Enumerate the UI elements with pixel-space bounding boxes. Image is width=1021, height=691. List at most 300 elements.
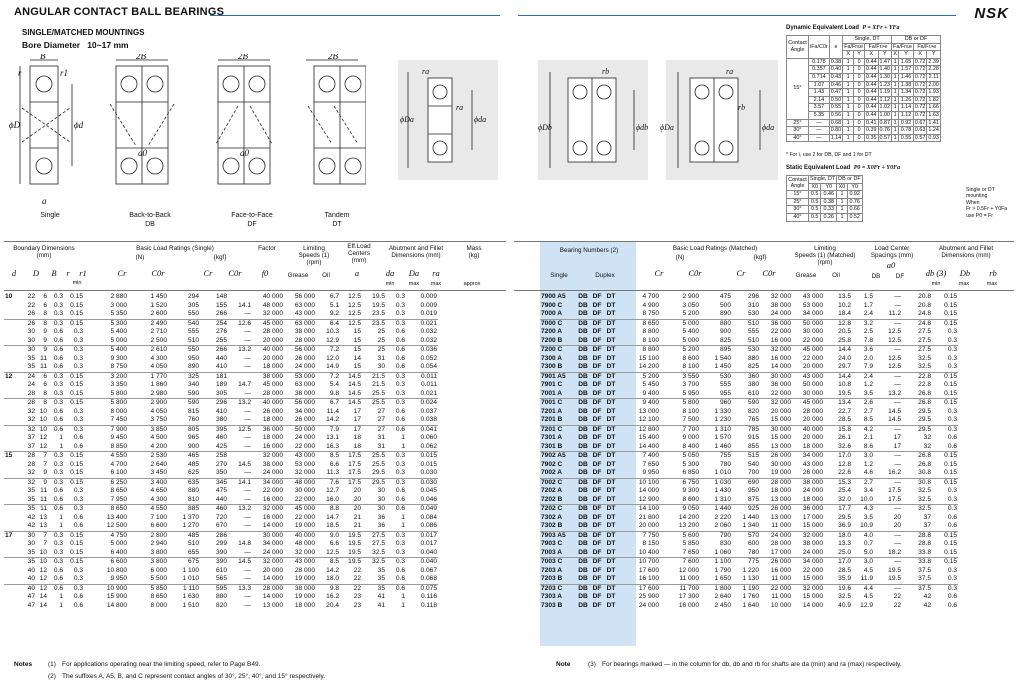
table-cell (4, 584, 20, 593)
table-cell: 0.009 (420, 301, 437, 309)
table-row (4, 390, 438, 399)
dyn-cell: 0 (854, 58, 865, 66)
table-cell: 18 000 (770, 487, 791, 494)
table-cell: 0.6 (53, 328, 63, 335)
table-cell: 258 (200, 452, 228, 461)
dyn-cell: 1.93 (928, 89, 939, 96)
static-cell: 0.5 (809, 206, 821, 214)
table-cell: 8 (43, 389, 47, 397)
table-cell: 2.7 (852, 478, 874, 487)
table-cell: 14 000 (262, 575, 283, 582)
table-cell: 30 000 (770, 460, 791, 468)
table-cell: 485 (168, 531, 200, 540)
table-cell: 20 000 (802, 416, 823, 423)
table-cell: 27.5 (918, 328, 931, 335)
table-cell: 12.5 (348, 301, 361, 309)
table-cell: 440 (215, 354, 227, 362)
dyn-cell: 40° (787, 134, 809, 142)
table-cell: 24 000 (802, 548, 823, 556)
dyn-cell: 0.47 (830, 89, 842, 96)
table-cell: — (874, 505, 902, 514)
table-cell: 20.5 (838, 328, 851, 335)
table-cell: 7201 C (540, 425, 576, 434)
table-cell: DB (578, 354, 588, 362)
dyn-cell: 25° (787, 119, 809, 127)
table-cell: 0.3 (73, 566, 83, 574)
table-cell: 5 850 (682, 540, 699, 547)
table-cell: 0.15 (64, 452, 84, 461)
table-cell: 7200 C (540, 346, 576, 355)
table-cell: 0.6 (386, 584, 406, 593)
table-cell: 0.3 (53, 293, 63, 300)
table-cell: 10 (39, 416, 47, 423)
table-cell: 3.0 (852, 452, 874, 461)
table-cell: 32 000 (770, 293, 791, 300)
dyn-cell: 0.39 (866, 127, 877, 134)
table-cell: 25.4 (838, 487, 851, 494)
table-cell: 45 000 (284, 505, 316, 514)
table-cell: 8 400 (682, 442, 699, 450)
dyn-cell: 0.44 (866, 58, 877, 65)
table-cell: — (874, 399, 902, 408)
svg-text:ϕdb: ϕdb (636, 123, 649, 132)
hdr-ra: ra (432, 268, 440, 278)
table-cell: DT (604, 425, 618, 434)
table-cell: DF (590, 584, 604, 593)
table-row (540, 443, 958, 452)
dyn-cell: 1.07 (809, 81, 830, 89)
table-cell: 4.4 (852, 584, 874, 593)
table-cell: DB (578, 328, 588, 335)
table-cell: 0.046 (420, 495, 437, 503)
table-cell: DT (606, 434, 616, 441)
table-cell: 12.7 (326, 487, 339, 494)
table-cell: 27 (377, 407, 385, 415)
table-cell: DT (606, 354, 616, 362)
table-cell: 7 650 (642, 460, 659, 468)
svg-text:B: B (40, 54, 46, 61)
table-cell: — (874, 584, 902, 593)
table-cell: 10.0 (860, 495, 873, 503)
table-cell: 42 (27, 513, 35, 521)
table-cell: DF (592, 389, 602, 397)
table-cell: 10 700 (618, 558, 660, 567)
hdr-min: min (72, 280, 82, 286)
dyn-cell: 1.34 (899, 89, 914, 97)
table-cell: 40 (27, 566, 35, 574)
table-cell: 22 (27, 293, 35, 300)
table-cell: 32.5 (838, 593, 851, 600)
table-cell: DB (576, 425, 590, 434)
table-cell: 460 (215, 434, 227, 441)
table-cell: 8 750 (642, 310, 659, 317)
dyn-cell: 0.55 (899, 134, 914, 142)
table-cell (4, 355, 20, 364)
table-cell: 18.2 (888, 548, 901, 556)
table-cell: 0.6 (73, 442, 83, 450)
table-cell: 9 400 (642, 389, 659, 397)
table-cell: 16 000 (770, 336, 791, 344)
rhdr-single: Single (550, 272, 568, 279)
table-cell: 1 790 (714, 566, 731, 574)
table-cell: 14.5 (348, 389, 361, 397)
dyn-cell: 0 (854, 73, 865, 81)
table-cell: 0.7 (863, 540, 873, 547)
dyn-cell: 0.63 (914, 127, 926, 134)
table-cell: 45 000 (792, 346, 824, 355)
table-cell: 7203 C (540, 584, 576, 593)
table-cell: 0.3 (395, 548, 405, 556)
table-cell: 20.4 (326, 601, 339, 609)
table-cell: 17.0 (824, 452, 852, 461)
table-cell: 1 (401, 434, 405, 441)
table-row (4, 443, 438, 452)
table-cell: 7 950 (110, 495, 127, 503)
table-cell: — (874, 372, 902, 381)
table-cell: DB (576, 478, 590, 487)
table-cell: DF (590, 452, 604, 461)
table-cell: 550 (168, 346, 200, 355)
dyn-cell: 1 (892, 119, 899, 127)
table-cell: 14 200 (638, 363, 659, 370)
table-cell: 10 (5, 293, 13, 300)
table-cell: 22 000 (802, 354, 823, 362)
table-cell: 17 600 (638, 566, 659, 574)
table-cell: 0.3 (947, 328, 957, 335)
table-cell: 12 800 (618, 425, 660, 434)
table-cell: 10.3 (326, 328, 339, 335)
table-cell: — (244, 593, 251, 600)
table-cell: 29.7 (838, 363, 851, 370)
table-cell: 24.8 (918, 310, 931, 317)
svg-text:a0: a0 (138, 148, 147, 158)
dyn-cell: 1.66 (928, 104, 939, 111)
table-cell: 24 (20, 372, 36, 381)
table-cell: 6 (43, 301, 47, 309)
table-cell: 30 (27, 336, 35, 344)
table-cell: 0.6 (53, 416, 63, 423)
table-cell: 17 000 (770, 548, 791, 556)
table-cell: 0.032 (420, 336, 437, 344)
table-cell: 0.011 (420, 381, 437, 388)
table-cell: 1 (59, 522, 63, 529)
table-cell: 8.6 (863, 442, 873, 450)
table-cell: — (244, 575, 251, 582)
table-cell: — (244, 522, 251, 529)
table-cell: 27 (362, 425, 386, 434)
table-cell: DT (606, 575, 616, 582)
table-cell: 1 310 (714, 495, 731, 503)
table-cell: 10.2 (838, 301, 851, 309)
table-cell: 23.5 (362, 319, 386, 328)
table-cell: 254 (200, 319, 228, 328)
table-cell: 15 (4, 452, 20, 461)
table-cell: 17.5 (340, 452, 362, 461)
table-cell: 21.5 (362, 372, 386, 381)
rhdr-max2: max (986, 281, 998, 287)
table-cell (4, 514, 20, 523)
rhdr-bearing: Bearing Numbers (2) (559, 247, 619, 254)
dyn-cell: 1.23 (879, 81, 891, 88)
table-row (4, 567, 438, 576)
table-cell: — (244, 601, 251, 609)
table-cell: DT (606, 328, 616, 335)
table-row (540, 408, 958, 417)
table-cell: 6 100 (110, 469, 127, 476)
table-cell: 32 000 (294, 548, 315, 556)
table-cell: — (244, 354, 251, 362)
table-cell: 5 800 (110, 389, 127, 397)
table-cell: 880 (700, 319, 732, 328)
table-cell: 0.6 (947, 522, 957, 529)
table-row (540, 452, 958, 461)
table-cell: 24 000 (294, 363, 315, 370)
table-cell: 25.5 (362, 399, 386, 408)
table-cell: 38 000 (792, 478, 824, 487)
table-cell: DF (592, 381, 602, 388)
table-row (540, 567, 958, 576)
table-cell: 7 900 (84, 425, 128, 434)
rhdr-db: DB (871, 273, 881, 280)
table-cell (4, 346, 20, 355)
table-cell: — (874, 319, 902, 328)
table-cell: DB (576, 346, 590, 355)
table-cell: 15 (353, 336, 361, 344)
table-cell: 32 (923, 442, 931, 450)
table-cell: 7 750 (618, 531, 660, 540)
hdr-limiting: Limiting Speeds (1) (rpm) (298, 245, 330, 267)
table-cell: DB (578, 389, 588, 397)
table-cell: 1 (401, 601, 405, 609)
dyn-hdr-le1: Fa/Fr≤e (844, 43, 864, 50)
table-cell: 0.3 (947, 566, 957, 574)
svg-text:a0: a0 (240, 148, 249, 158)
table-cell: 19 000 (294, 575, 315, 582)
table-cell: 590 (187, 389, 199, 397)
table-cell: 0.3 (386, 558, 406, 567)
table-cell: 22.7 (838, 407, 851, 415)
dyn-cell: 1 (892, 58, 899, 66)
table-cell: 2 880 (110, 293, 127, 300)
table-cell: 880 (187, 487, 199, 494)
table-cell: 22 000 (760, 584, 792, 593)
table-cell: 0.3 (386, 372, 406, 381)
table-cell: 17.5 (888, 495, 901, 503)
table-row (4, 416, 438, 425)
table-cell: 550 (187, 310, 199, 317)
note-3-mark: (3) (588, 661, 596, 668)
table-cell: 1 800 (700, 584, 732, 593)
table-cell: 4 900 (642, 301, 659, 309)
table-cell: 16.2 (888, 469, 901, 476)
table-cell: 17 600 (618, 584, 660, 593)
table-cell: DB (578, 495, 588, 503)
table-row (540, 293, 958, 302)
table-cell: 2 530 (128, 452, 168, 461)
table-cell: 18.0 (824, 531, 852, 540)
label-dt: Tandem (324, 212, 350, 219)
table-cell: 540 (168, 319, 200, 328)
static-cell: 1 (837, 213, 848, 221)
table-cell: 1 340 (742, 522, 759, 529)
table-row (540, 319, 958, 328)
table-cell: 8 800 (618, 346, 660, 355)
table-cell: 5 050 (660, 452, 700, 461)
table-cell: 1 450 (150, 293, 167, 300)
table-cell: 1.5 (863, 293, 873, 300)
ball-top (36, 76, 52, 92)
rhdr-duplex: Duplex (595, 272, 615, 279)
table-cell: 22 000 (802, 566, 823, 574)
table-cell: — (244, 442, 251, 450)
table-cell: 0.068 (420, 575, 437, 582)
table-cell: DT (606, 540, 616, 547)
table-cell: 34 000 (792, 558, 824, 567)
table-cell: 8 150 (642, 540, 659, 547)
table-cell: 0.3 (947, 575, 957, 582)
table-cell: 30.8 (918, 469, 931, 476)
dyn-hdr-ifa: iFa/C0r (809, 36, 830, 59)
table-cell: 6 600 (84, 558, 128, 567)
table-row (4, 399, 438, 408)
table-cell: 32.6 (838, 442, 851, 450)
table-cell: DT (606, 469, 616, 476)
table-cell: 2.7 (863, 407, 873, 415)
table-cell: 9 950 (110, 575, 127, 582)
table-cell: 45 000 (262, 381, 283, 388)
table-row (540, 558, 958, 567)
table-cell: 3 000 (110, 301, 127, 309)
table-cell: 8 100 (642, 336, 659, 344)
table-cell: 310 (747, 301, 759, 309)
table-cell: DB (578, 363, 588, 370)
table-cell: 22 (340, 584, 362, 593)
table-cell: 3 350 (110, 381, 127, 388)
dynamic-table: Contact Angle iFa/C0r e Single, DT DB or DF Fa/Fr≤e Fa/Fr>e Fa/Fr≤e Fa/Fr>e X Y X Y X Y X Y 15° 0.178 0.38 1 0 0.44 1.47 1 1.65 0.72 2.39 0.357 0.40 1 0 0.44 1.40 1 1.57 0.72 2.28 0.714 0.43 1 0 0.44 1.30 1 1.46 0.72 2.11 1.07 0.46 1 0 0.44 1.23 1 1.38 0.72 2.00 1.43 0.47 1 0 0.44 1.19 1 1.34 0.72 1.93 2.14 0.50 1 0 0.44 1.12 1 1.26 0.72 1.82 3.57 0.55 1 0 0.44 1.02 1 1.14 0.72 1.66 5.35 0.56 1 0 0.44 1.00 1 1.12 0.72 1.63 25° — 0.68 1 0 0.41 0.87 1 0.92 0.67 1.41 30° — 0.80 1 0 0.39 0.76 1 0.78 0.63 1.24 40° — 1.14 1 0 0.35 0.57 1 0.55 0.57 0.93 (788, 36, 939, 141)
right-data-table (540, 293, 958, 610)
table-cell: — (894, 293, 901, 300)
table-cell: 950 (747, 487, 759, 494)
table-cell: 8 750 (110, 363, 127, 370)
table-row (4, 505, 438, 514)
table-cell: 4.5 (863, 566, 873, 574)
rhdr-dbh: db (3) (925, 268, 947, 278)
table-cell: 595 (200, 584, 228, 593)
hdr-r: r (66, 268, 70, 278)
dyn-cell: 1 (843, 66, 854, 74)
dyn-cell: 1 (892, 66, 899, 74)
table-cell: 4.2 (852, 425, 874, 434)
static-cell: 15° (787, 191, 809, 199)
table-cell: 7203 B (541, 575, 563, 582)
table-cell: 43 000 (284, 558, 316, 567)
table-row (4, 452, 438, 461)
table-cell (4, 434, 20, 443)
table-row (4, 381, 438, 390)
table-cell: 148 (215, 293, 227, 300)
table-cell: 1 (401, 513, 405, 521)
table-cell: DB (576, 452, 590, 461)
table-cell: 22.8 (902, 372, 932, 381)
table-cell: 0.6 (386, 346, 406, 355)
table-row (540, 469, 958, 478)
hdr-grease: Grease (287, 272, 309, 279)
dyn-cell: 0.57 (879, 134, 891, 141)
dyn-cell: — (809, 119, 830, 127)
table-cell: DT (606, 601, 616, 609)
table-cell: 5 300 (84, 319, 128, 328)
dyn-cell: 0.44 (866, 89, 877, 96)
hdr-C0r-kgf: C0r (228, 268, 242, 278)
table-cell: 7.2 (316, 372, 340, 381)
table-cell: 30 (362, 505, 386, 514)
table-cell: 0.3 (395, 540, 405, 547)
table-cell: — (244, 310, 251, 317)
table-cell: 17 (893, 442, 901, 450)
table-cell: 7202 B (541, 495, 563, 503)
table-cell: 900 (719, 328, 731, 335)
table-cell: 3.2 (852, 319, 874, 328)
dyn-cell: 1.00 (879, 111, 891, 118)
table-cell: 13.3 (838, 540, 851, 547)
table-cell: 12.8 (838, 460, 851, 468)
table-cell: 9 (43, 336, 47, 344)
table-cell: 7302 A (541, 513, 563, 521)
table-cell: 28 000 (252, 584, 284, 593)
table-cell: 12.5 (340, 319, 362, 328)
table-cell: 28 000 (802, 407, 823, 415)
table-cell: 0.3 (53, 389, 63, 397)
table-cell: 12.8 (824, 319, 852, 328)
table-cell: 475 (215, 487, 227, 494)
table-row (4, 575, 438, 584)
dyn-cell: 2.00 (928, 81, 939, 88)
dyn-cell: 1 (843, 134, 854, 142)
table-cell: 17.7 (824, 505, 852, 514)
table-cell: 32 000 (252, 558, 284, 567)
dyn-row (787, 58, 941, 66)
table-cell (4, 390, 20, 399)
table-cell: 0.3 (48, 399, 64, 408)
table-cell: 7.9 (863, 363, 873, 370)
table-cell: 950 (187, 354, 199, 362)
table-cell: 10 (36, 558, 48, 567)
table-cell: DF (592, 328, 602, 335)
table-cell: 5 350 (110, 310, 127, 317)
dyn-cell: 0.76 (879, 127, 891, 134)
table-row (4, 363, 438, 372)
table-cell: 0.3 (73, 363, 83, 370)
hdr-r1: r1 (79, 268, 87, 278)
table-cell: 17 (353, 416, 361, 423)
table-cell: 1 460 (714, 442, 731, 450)
table-cell (4, 602, 20, 611)
dyn-cell: 1 (892, 89, 899, 97)
table-cell: 9 050 (660, 505, 700, 514)
dyn-hdr-le2: Fa/Fr≤e (893, 43, 912, 50)
table-cell: 1 510 (182, 601, 199, 609)
static-cell: 0.5 (809, 198, 821, 206)
static-hdr-angle: Contact Angle (788, 176, 807, 190)
table-cell: 12.5 (228, 425, 252, 434)
table-cell: 1 230 (714, 416, 731, 423)
hdr-eff: Eff.Load Centers (mm) (347, 243, 371, 265)
table-cell: 1 060 (714, 548, 731, 556)
table-cell: 0.3 (48, 452, 64, 461)
table-cell: 9.8 (316, 584, 340, 593)
table-cell: 880 (215, 593, 227, 600)
table-cell: 15 000 (802, 593, 823, 600)
